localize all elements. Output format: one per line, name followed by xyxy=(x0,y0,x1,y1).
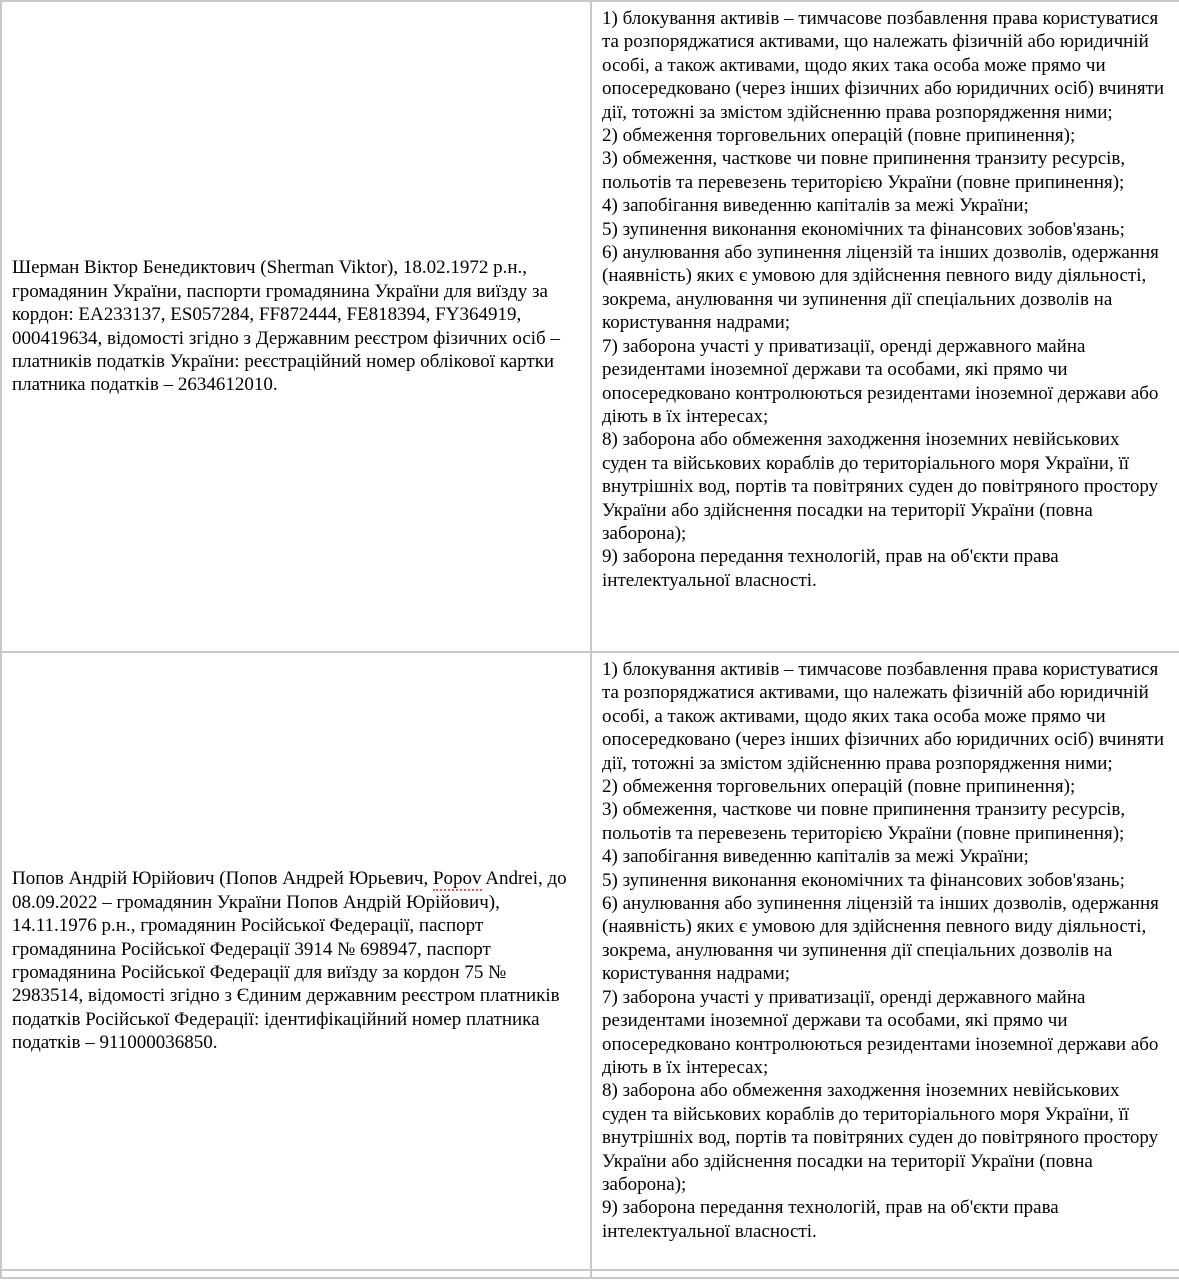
sanction-item: 8) заборона або обмеження заходження іноземних невійськових суден та військових кораблів до територіального моря України, її внутрішніх вод, портів та повітряних суден до повітряного простору України або здійснення посадки на території України (повна заборона); xyxy=(602,1080,1159,1195)
person-info-text-2-before: Попов Андрій Юрійович (Попов Андрей Юрьевич, xyxy=(12,868,433,890)
sanction-item: 3) обмеження, часткове чи повне припинення транзиту ресурсів, польотів та перевезень територією України (повне припинення); xyxy=(602,799,1126,844)
sanction-item: 5) зупинення виконання економічних та фінансових зобов'язань; xyxy=(602,218,1125,240)
sanction-item: 1) блокування активів – тимчасове позбавлення права користуватися та розпоряджатися активами, що належать фізичній або юридичній особі, а також активами, щодо яких така особа може прямо чи опосередковано (через інших фізичних або юридичних осіб) вчиняти дії, тотожні за змістом здійсненню права розпорядження ними; xyxy=(602,8,1165,123)
sanction-item: 4) запобігання виведенню капіталів за межі України; xyxy=(602,195,1029,217)
partial-person-cell xyxy=(1,1270,591,1278)
sanction-item: 2) обмеження торговельних операцій (повне припинення); xyxy=(602,776,1076,798)
sanctions-cell-1 xyxy=(591,1,1179,652)
person-info-text-1: Шерман Віктор Бенедиктович (Sherman Viktor), 18.02.1972 р.н., громадянин України, паспорти громадянина України для виїзду за кордон: EA233137, ES057284, FF872444, FE818394, FY364919, 000419634, відомості згідно з Державним реєстром фізичних осіб – платників податків України: реєстраційний номер облікової картки платника податків – 2634612010. xyxy=(12,257,560,396)
person-info-text-2 xyxy=(12,868,567,1053)
sanction-item: 7) заборона участі у приватизації, оренді державного майна резидентами іноземної держави та особами, які прямо чи опосередковано контролюються резидентами іноземної держави або діють в їх інтересах; xyxy=(602,986,1159,1078)
sanction-item: 8) заборона або обмеження заходження іноземних невійськових суден та військових кораблів до територіального моря України, її внутрішніх вод, портів та повітряних суден до повітряного простору України або здійснення посадки на території України (повна заборона); xyxy=(602,429,1159,544)
person-info-text-2-after: Andrei, до 08.09.2022 – громадянин України Попов Андрій Юрійович), 14.11.1976 р.н., громадянин Російської Федерації, паспорт громадянина Російської Федерації 3914 № 698947, паспорт громадянина Російської Федерації для виїзду за кордон 75 № 2983514, відомості згідно з Єдиним державним реєстром платників податків Російської Федерації: ідентифікаційний номер платника податків – 911000036850. xyxy=(12,868,567,1054)
sanction-item: 2) обмеження торговельних операцій (повне припинення); xyxy=(602,125,1076,147)
sanction-item: 9) заборона передання технологій, прав на об'єкти права інтелектуальної власності. xyxy=(602,1197,1059,1242)
sanctions-cell-2 xyxy=(591,652,1179,1270)
table-row-person-2 xyxy=(1,652,1179,1270)
person-info-cell-1 xyxy=(1,1,591,652)
sanction-item: 4) запобігання виведенню капіталів за межі України; xyxy=(602,846,1029,868)
spellcheck-flagged-word: Popov xyxy=(432,868,482,890)
sanction-item: 3) обмеження, часткове чи повне припинення транзиту ресурсів, польотів та перевезень територією України (повне припинення); xyxy=(602,148,1126,193)
table-row-person-1 xyxy=(1,1,1179,652)
sanction-item: 7) заборона участі у приватизації, оренді державного майна резидентами іноземної держави та особами, які прямо чи опосередковано контролюються резидентами іноземної держави або діють в їх інтересах; xyxy=(602,335,1159,427)
table-row-partial xyxy=(1,1270,1179,1278)
person-info-cell-2 xyxy=(1,652,591,1270)
sanction-item: 1) блокування активів – тимчасове позбавлення права користуватися та розпоряджатися активами, що належать фізичній або юридичній особі, а також активами, щодо яких така особа може прямо чи опосередковано (через інших фізичних або юридичних осіб) вчиняти дії, тотожні за змістом здійсненню права розпорядження ними; xyxy=(602,659,1165,774)
sanction-item: 9) заборона передання технологій, прав на об'єкти права інтелектуальної власності. xyxy=(602,546,1059,591)
sanction-item: 6) анулювання або зупинення ліцензій та інших дозволів, одержання (наявність) яких є умовою для здійснення певного виду діяльності, зокрема, анулювання чи зупинення дії спеціальних дозволів на користування надрами; xyxy=(602,893,1159,985)
sanction-item: 5) зупинення виконання економічних та фінансових зобов'язань; xyxy=(602,869,1125,891)
partial-sanctions-cell xyxy=(591,1270,1179,1278)
sanction-item: 6) анулювання або зупинення ліцензій та інших дозволів, одержання (наявність) яких є умовою для здійснення певного виду діяльності, зокрема, анулювання чи зупинення дії спеціальних дозволів на користування надрами; xyxy=(602,242,1159,334)
